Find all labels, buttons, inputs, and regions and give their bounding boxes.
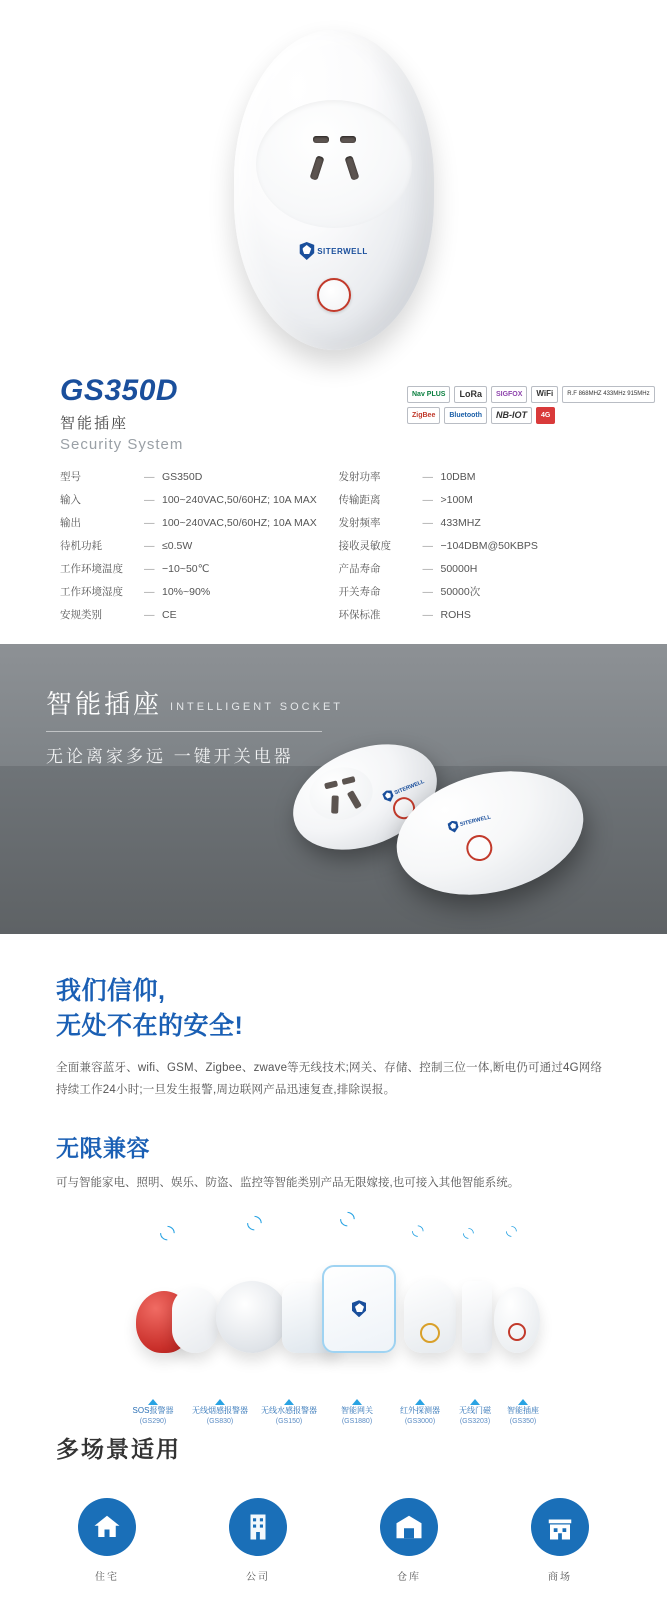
gateway-body (322, 1265, 396, 1353)
spec-row (60, 488, 329, 511)
mall-icon (545, 1512, 575, 1542)
badge-row-2 (407, 407, 607, 424)
rf-badge: R.F 868MHZ 433MHz 915MHz (562, 386, 654, 403)
socket-slot-top-right (342, 776, 356, 785)
lineup-label-code: (GS1880) (341, 1417, 373, 1425)
spec-row (60, 511, 329, 534)
spec-row (60, 465, 329, 488)
wifi-badge: WiFi (531, 386, 558, 403)
spec-value: −10~50℃ (162, 562, 210, 575)
scene-headline-en: INTELLIGENT SOCKET (170, 701, 344, 713)
spec-key: 输出 (60, 517, 81, 529)
multi-scene-section (0, 1405, 667, 1583)
spec-key: 安规类别 (60, 609, 102, 621)
device-lineup (0, 1205, 667, 1425)
nav-badge: Nav PLUS (407, 386, 450, 403)
spec-key: 环保标准 (338, 609, 381, 621)
spec-value: 433MHZ (440, 516, 481, 529)
lineup-label-code: (GS350) (509, 1417, 537, 1425)
scene-label: 仓库 (397, 1571, 421, 1583)
belief-heading (56, 974, 611, 1043)
power-button-ring (317, 278, 351, 312)
spec-value: 100~240VAC,50/60HZ; 10A MAX (162, 493, 317, 506)
socket-face (256, 100, 412, 228)
spec-row (60, 534, 329, 557)
smoke-detector-body (216, 1281, 288, 1353)
spec-value: 10DBM (440, 470, 476, 483)
lineup-label-name: 红外探测器 (400, 1405, 440, 1415)
4g-badge: 4G (536, 407, 555, 424)
wifi-signal-icon: ◟◝ (247, 1211, 262, 1233)
spec-row (339, 580, 608, 603)
scene-icon-row (56, 1498, 611, 1583)
product-subtitle-en: Security System (60, 436, 184, 453)
spec-row (339, 603, 608, 626)
lineup-label-code: (GS830) (206, 1417, 234, 1425)
spec-row (60, 580, 329, 603)
spec-row (339, 557, 608, 580)
spec-key: 工作环境温度 (60, 563, 123, 575)
scene-item-mall (515, 1498, 605, 1583)
scene-headline (46, 684, 343, 721)
spec-dash: — (144, 470, 155, 483)
office-building-icon-circle (229, 1498, 287, 1556)
scene-label: 公司 (246, 1571, 270, 1583)
device-pir-detector (404, 1279, 456, 1353)
shield-icon (447, 820, 460, 834)
socket-slot-bottom-right (347, 790, 362, 809)
scene-label: 商场 (548, 1571, 572, 1583)
spec-column-left (60, 465, 329, 626)
spec-dash: — (144, 562, 155, 575)
scene-tagline: 无论离家多远 一键开关电器 (46, 747, 294, 766)
lineup-label (480, 1405, 566, 1428)
warehouse-icon-circle (380, 1498, 438, 1556)
title-block (0, 370, 667, 453)
scene-item-home (62, 1498, 152, 1583)
socket-slot-top-left (313, 136, 329, 143)
lineup-label-name: 智能插座 (507, 1405, 539, 1415)
spec-dash: — (422, 608, 433, 621)
mall-icon-circle (531, 1498, 589, 1556)
nbiot-badge: NB-IOT (491, 407, 532, 424)
lineup-label-code: (GS150) (275, 1417, 303, 1425)
scene-product-back-face (304, 761, 379, 827)
socket-slot-bottom-left (309, 155, 324, 180)
wifi-signal-icon: ◟◝ (463, 1223, 474, 1240)
lora-badge: LoRa (454, 386, 487, 403)
brand-name: SITERWELL (459, 814, 492, 828)
wifi-signal-icon: ◟◝ (506, 1221, 517, 1238)
pir-lens-icon (420, 1323, 440, 1343)
spec-value: GS350D (162, 470, 203, 483)
belief-paragraph: 全面兼容蓝牙、wifi、GSM、Zigbee、zwave等无线技术;网关、存储、控制三位一体,断电仍可通过4G网络持续工作24小时;一旦发生报警,周边联网产品迅速复查,排除误报。 (56, 1062, 603, 1097)
spec-value: >100M (440, 493, 473, 506)
spec-column-right (339, 465, 608, 626)
white-module-body (172, 1287, 218, 1353)
spec-value: ROHS (440, 608, 471, 621)
wifi-signal-icon: ◟◝ (340, 1207, 355, 1229)
lineup-label-code: (GS3000) (404, 1417, 436, 1425)
lineup-label-name: SOS报警器 (132, 1405, 174, 1415)
spec-dash: — (422, 470, 433, 483)
office-building-icon (243, 1512, 273, 1542)
zigbee-badge: ZigBee (407, 407, 440, 424)
spec-value: 50000次 (440, 586, 481, 598)
socket-slot-bottom-right (344, 155, 359, 180)
spec-key: 开关寿命 (338, 586, 381, 598)
socket-slot-bottom-left (331, 795, 339, 813)
product-model: GS350D (60, 374, 179, 407)
spec-dash: — (422, 493, 433, 506)
lineup-label-code: (GS3203) (459, 1417, 491, 1425)
power-button-ring (508, 1323, 526, 1341)
door-sensor-body (462, 1281, 492, 1353)
spec-value: 10%~90% (162, 585, 211, 598)
home-icon-circle (78, 1498, 136, 1556)
compatibility-heading: 无限兼容 (56, 1134, 150, 1161)
warehouse-icon (394, 1512, 424, 1542)
specification-table (0, 453, 667, 644)
lineup-label-name: 智能网关 (341, 1405, 373, 1415)
scene-headline-cn: 智能插座 (46, 689, 163, 719)
sigfox-badge: SIGFOX (491, 386, 527, 403)
power-button-ring (464, 832, 496, 864)
bluetooth-badge: Bluetooth (444, 407, 487, 424)
device-white-module (172, 1287, 218, 1353)
badge-row-1 (407, 386, 650, 403)
socket-slot-top-right (340, 136, 356, 143)
lineup-label-code: (GS290) (139, 1417, 167, 1425)
spec-dash: — (422, 585, 433, 598)
spec-dash: — (422, 539, 433, 552)
spec-dash: — (422, 516, 433, 529)
multi-scene-heading: 多场景适用 (56, 1435, 181, 1462)
product-image-smart-socket (234, 30, 434, 350)
hero-section (0, 0, 667, 370)
spec-row (339, 511, 608, 534)
spec-key: 输入 (60, 494, 81, 506)
scene-divider (46, 731, 322, 732)
spec-value: ≤0.5W (162, 539, 193, 552)
spec-row (339, 488, 608, 511)
compatibility-paragraph: 可与智能家电、照明、娱乐、防盗、监控等智能类别产品无限嫁接,也可接入其他智能系统。 (56, 1176, 520, 1189)
wifi-signal-icon: ◟◝ (412, 1221, 424, 1239)
spec-key: 产品寿命 (338, 563, 381, 575)
spec-row (339, 534, 608, 557)
lineup-label-name: 无线烟感报警器 (192, 1405, 248, 1415)
spec-dash: — (144, 539, 155, 552)
socket-slot-top-left (324, 780, 338, 789)
spec-dash: — (144, 585, 155, 598)
scene-banner-text (46, 684, 343, 767)
product-subtitle-cn: 智能插座 (60, 415, 129, 432)
scene-item-warehouse (364, 1498, 454, 1583)
device-smart-socket (494, 1287, 540, 1353)
device-smoke-detector (216, 1281, 288, 1353)
shield-icon (299, 242, 314, 260)
spec-key: 传输距离 (338, 494, 381, 506)
lineup-label-name: 无线水感报警器 (261, 1405, 317, 1415)
spec-dash: — (144, 493, 155, 506)
spec-value: 100~240VAC,50/60HZ; 10A MAX (162, 516, 317, 529)
belief-section (0, 934, 667, 1195)
spec-dash: — (422, 562, 433, 575)
scene-banner (0, 644, 667, 934)
scene-label: 住宅 (95, 1571, 119, 1583)
shield-icon (352, 1300, 366, 1317)
lineup-label-name: 无线门磁 (459, 1405, 491, 1415)
brand-name: SITERWELL (393, 778, 426, 797)
spec-row (60, 557, 329, 580)
scene-item-office (213, 1498, 303, 1583)
device-door-sensor (462, 1281, 492, 1353)
spec-row (339, 465, 608, 488)
spec-key: 型号 (60, 471, 81, 483)
spec-row (60, 603, 329, 626)
pir-detector-body (404, 1279, 456, 1353)
home-icon (92, 1512, 122, 1542)
spec-value: 50000H (440, 562, 478, 575)
spec-key: 待机功耗 (60, 540, 102, 552)
spec-value: CE (162, 608, 177, 621)
belief-heading-line2: 无处不在的安全! (56, 1011, 244, 1040)
spec-value: −104DBM@50KBPS (440, 539, 538, 552)
smart-socket-body (494, 1287, 540, 1353)
spec-key: 工作环境湿度 (60, 586, 123, 598)
certification-badges (407, 386, 650, 428)
spec-dash: — (144, 608, 155, 621)
spec-key: 接收灵敏度 (338, 540, 391, 552)
wifi-signal-icon: ◟◝ (160, 1221, 175, 1243)
brand-name: SITERWELL (317, 246, 368, 256)
belief-heading-line1: 我们信仰, (56, 977, 166, 1005)
spec-key: 发射功率 (338, 471, 381, 483)
spec-key: 发射频率 (338, 517, 381, 529)
spec-dash: — (144, 516, 155, 529)
brand-logo (299, 242, 368, 260)
brand-logo (447, 811, 492, 833)
device-gateway (322, 1265, 396, 1353)
